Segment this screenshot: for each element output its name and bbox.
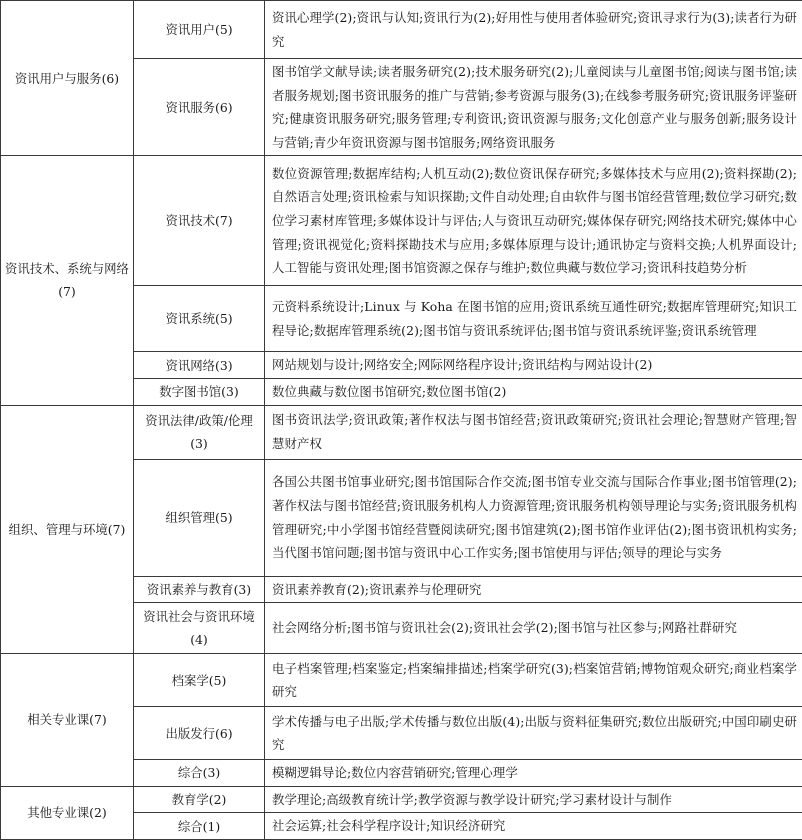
course-list-cell: 图书馆学文献导读;读者服务研究(2);技术服务研究(2);儿童阅读与儿童图书馆;阅读与图书馆;读者服务规划;图书资讯服务的推广与营销;参考资源与服务(3);在线参考服务研究;资讯服务评鉴研究;健康资讯服务研究;服务管理;专利资讯;资讯资源与服务;文化创意产业与服务创新;服务设计与营销;青少年资讯资源与图书馆服务;网络资讯服务 [265, 59, 802, 156]
subcategory-cell: 数字图书馆(3) [134, 378, 265, 405]
course-list-cell: 资讯心理学(2);资讯与认知;资讯行为(2);好用性与使用者体验研究;资讯寻求行为(3);读者行为研究 [265, 1, 802, 59]
course-list-cell: 社会运算;社会科学程序设计;知识经济研究 [265, 813, 802, 840]
category-cell: 组织、管理与环境(7) [1, 405, 134, 654]
table-row [1, 654, 802, 707]
subcategory-cell: 综合(3) [134, 760, 265, 787]
course-table-body [1, 1, 802, 840]
category-cell: 其他专业课(2) [1, 786, 134, 839]
course-list-cell: 资讯素养教育(2);资讯素养与伦理研究 [265, 576, 802, 603]
table-row [1, 786, 802, 813]
course-list-cell: 数位资源管理;数据库结构;人机互动(2);数位资讯保存研究;多媒体技术与应用(2);资料探勘(2);自然语言处理;资讯检索与知识探勘;文件自动处理;自由软件与图书馆经营管理;数位学习研究;数位学习素材库管理;多媒体设计与评估;人与资讯互动研究;媒体保存研究;网络技术研究;媒体中心管理;资讯视觉化;资料探勘技术与应用;多媒体原理与设计;通讯协定与资料交换;人机界面设计;人工智能与资讯处理;图书馆资源之保存与维护;数位典藏与数位学习;资讯科技趋势分析 [265, 156, 802, 286]
subcategory-cell: 组织管理(5) [134, 459, 265, 576]
course-list-cell: 学术传播与电子出版;学术传播与数位出版(4);出版与资料征集研究;数位出版研究;中国印刷史研究 [265, 707, 802, 760]
course-list-cell: 电子档案管理;档案鉴定;档案编排描述;档案学研究(3);档案馆营销;博物馆观众研究;商业档案学研究 [265, 654, 802, 707]
subcategory-cell: 资讯用户(5) [134, 1, 265, 59]
course-list-cell: 社会网络分析;图书馆与资讯社会(2);资讯社会学(2);图书馆与社区参与;网路社群研究 [265, 603, 802, 654]
course-list-cell: 各国公共图书馆事业研究;图书馆国际合作交流;图书馆专业交流与国际合作事业;图书馆管理(2);著作权法与图书馆经营;资讯服务机构人力资源管理;资讯服务机构领导理论与实务;资讯服务机构管理研究;中小学图书馆经营暨阅读研究;图书馆建筑(2);图书馆作业评估(2);图书资讯机构实务;当代图书馆问题;图书馆与资讯中心工作实务;图书馆使用与评估;领导的理论与实务 [265, 459, 802, 576]
subcategory-cell: 教育学(2) [134, 786, 265, 813]
table-row [1, 1, 802, 59]
subcategory-cell: 资讯社会与资讯环境(4) [134, 603, 265, 654]
subcategory-cell: 资讯服务(6) [134, 59, 265, 156]
subcategory-cell: 档案学(5) [134, 654, 265, 707]
table-row [1, 156, 802, 286]
subcategory-cell: 资讯网络(3) [134, 352, 265, 379]
course-list-cell: 模糊逻辑导论;数位内容营销研究;管理心理学 [265, 760, 802, 787]
course-list-cell: 网站规划与设计;网络安全;网际网络程序设计;资讯结构与网站设计(2) [265, 352, 802, 379]
category-cell: 资讯技术、系统与网络(7) [1, 156, 134, 405]
subcategory-cell: 综合(1) [134, 813, 265, 840]
subcategory-cell: 出版发行(6) [134, 707, 265, 760]
category-cell: 相关专业课(7) [1, 654, 134, 787]
subcategory-cell: 资讯法律/政策/伦理(3) [134, 405, 265, 459]
subcategory-cell: 资讯系统(5) [134, 286, 265, 352]
course-list-cell: 数位典藏与数位图书馆研究;数位图书馆(2) [265, 378, 802, 405]
course-list-cell: 图书资讯法学;资讯政策;著作权法与图书馆经营;资讯政策研究;资讯社会理论;智慧财产管理;智慧财产权 [265, 405, 802, 459]
course-list-cell: 教学理论;高级教育统计学;教学资源与教学设计研究;学习素材设计与制作 [265, 786, 802, 813]
subcategory-cell: 资讯素养与教育(3) [134, 576, 265, 603]
category-cell: 资讯用户与服务(6) [1, 1, 134, 156]
course-list-cell: 元资料系统设计;Linux 与 Koha 在图书馆的应用;资讯系统互通性研究;数据库管理研究;知识工程导论;数据库管理系统(2);图书馆与资讯系统评估;图书馆与资讯系统评鉴;资讯系统管理 [265, 286, 802, 352]
table-row [1, 405, 802, 459]
subcategory-cell: 资讯技术(7) [134, 156, 265, 286]
